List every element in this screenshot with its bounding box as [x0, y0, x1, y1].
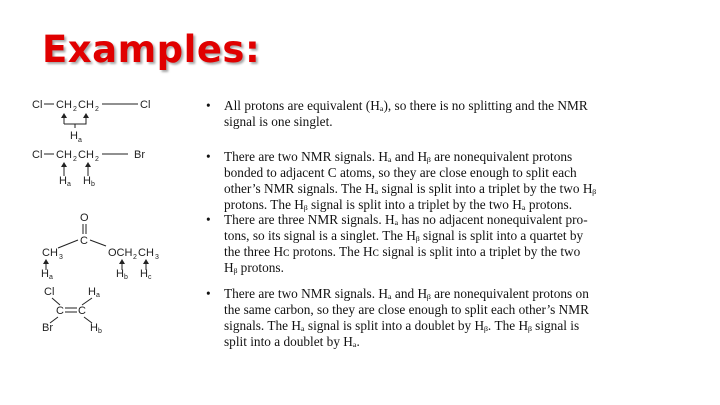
svg-text:H: H: [59, 175, 67, 187]
bullet-4: •: [206, 286, 211, 301]
svg-text:a: a: [78, 137, 82, 144]
description-line: bonded to adjacent C atoms, so they are close enough to split each: [224, 165, 577, 180]
svg-text:CH: CH: [138, 247, 154, 259]
description-line: protons. The Hᵦ signal is split into a triplet by the two Hₐ protons.: [224, 197, 573, 212]
description-line: Hᵦ protons.: [224, 260, 284, 275]
svg-text:CH: CH: [78, 149, 94, 161]
svg-text:Br: Br: [42, 322, 53, 334]
svg-text:3: 3: [59, 254, 63, 261]
structure-bromochloroethene-drawing: [30, 285, 200, 333]
structure-dichloroethane: [30, 96, 200, 149]
svg-text:CH: CH: [56, 149, 72, 161]
svg-text:H: H: [41, 268, 49, 280]
structure-ethyl-acetate: [30, 210, 200, 281]
bullet-2: •: [206, 149, 211, 164]
svg-text:C: C: [78, 305, 86, 317]
description-line: other’s NMR signals. The Hₐ signal is split into a triplet by the two Hᵦ: [224, 181, 597, 196]
svg-text:a: a: [96, 292, 100, 299]
svg-text:2: 2: [73, 106, 77, 113]
bullet-3: •: [206, 212, 211, 227]
group-ch2-a: CH: [56, 99, 72, 111]
svg-text:3: 3: [155, 254, 159, 261]
svg-text:H: H: [83, 175, 91, 187]
description-line: signal is one singlet.: [224, 114, 333, 129]
structure-dichloroethane-drawing: [30, 96, 200, 146]
atom-cl-left: Cl: [32, 99, 43, 111]
svg-text:C: C: [80, 235, 88, 247]
svg-text:2: 2: [95, 106, 99, 113]
description-line: There are two NMR signals. Hₐ and Hᵦ are nonequivalent protons on: [224, 286, 589, 301]
svg-text:Cl: Cl: [32, 149, 43, 161]
structure-ethyl-acetate-labels: [30, 266, 200, 280]
svg-text:H: H: [140, 268, 148, 280]
svg-text:CH: CH: [42, 247, 58, 259]
example-1-description: [206, 98, 696, 130]
structure-bromochloroethane-drawing: [30, 146, 200, 186]
slide-title: Examples:: [42, 28, 261, 71]
svg-text:O: O: [80, 212, 89, 224]
label-ha: H: [70, 130, 78, 142]
svg-text:a: a: [49, 274, 53, 281]
description-line: signals. The Hₐ signal is split into a doublet by Hᵦ. The Hᵦ signal is: [224, 318, 580, 333]
svg-text:2: 2: [73, 156, 77, 163]
structure-ethyl-acetate-drawing: [30, 210, 200, 272]
example-3-description: [206, 212, 696, 276]
example-2-description: [206, 149, 696, 213]
svg-text:2: 2: [133, 254, 137, 261]
svg-text:OCH: OCH: [108, 247, 133, 259]
svg-text:b: b: [98, 328, 102, 335]
description-line: the three Hᴄ protons. The Hᴄ signal is split into a triplet by the two: [224, 244, 581, 259]
svg-text:H: H: [88, 286, 96, 298]
bullet-1: •: [206, 98, 211, 113]
description-line: split into a doublet by Hₐ.: [224, 334, 360, 349]
svg-text:b: b: [124, 274, 128, 281]
svg-text:2: 2: [95, 156, 99, 163]
description-line: There are three NMR signals. Hₐ has no adjacent nonequivalent pro-: [224, 212, 588, 227]
group-ch2-b: CH: [78, 99, 94, 111]
svg-text:b: b: [91, 181, 95, 188]
description-line: There are two NMR signals. Hₐ and Hᵦ are nonequivalent protons: [224, 149, 573, 164]
svg-text:a: a: [67, 181, 71, 188]
svg-text:H: H: [116, 268, 124, 280]
svg-text:C: C: [56, 305, 64, 317]
structure-bromochloroethene: [30, 285, 200, 336]
svg-text:Cl: Cl: [44, 286, 55, 298]
atom-cl-right: Cl: [140, 99, 151, 111]
svg-text:c: c: [148, 274, 152, 281]
example-4-description: [206, 286, 696, 350]
description-line: tons, so its signal is a singlet. The Hᵦ signal is split into a quartet by: [224, 228, 584, 243]
svg-text:Br: Br: [134, 149, 145, 161]
svg-text:H: H: [90, 322, 98, 334]
description-line: the same carbon, so they are close enough to split each other’s NMR: [224, 302, 589, 317]
structure-bromochloroethane: [30, 146, 200, 189]
description-line: All protons are equivalent (Hₐ), so there is no splitting and the NMR: [224, 98, 588, 113]
